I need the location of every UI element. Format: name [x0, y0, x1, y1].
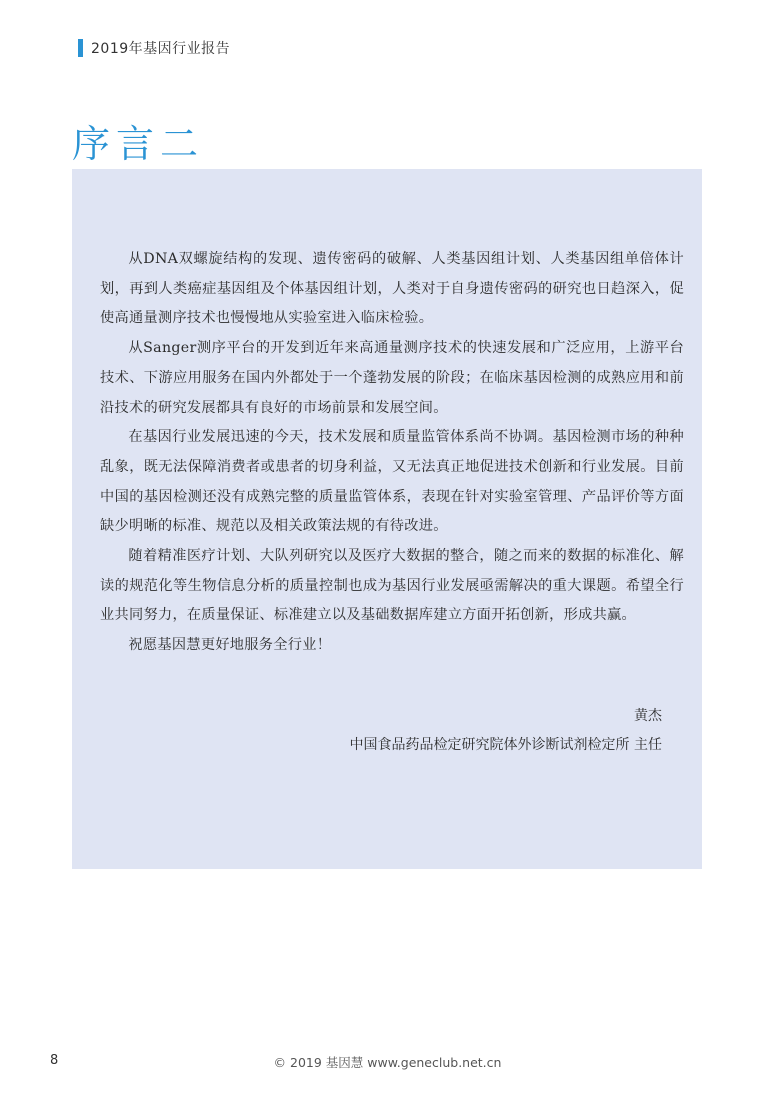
header-title: 2019年基因行业报告	[91, 41, 231, 57]
signature-title: 中国食品药品检定研究院体外诊断试剂检定所 主任	[349, 737, 662, 753]
page-header	[78, 38, 230, 58]
paragraph-2: 从Sanger测序平台的开发到近年来高通量测序技术的快速发展和广泛应用，上游平台技术、下游应用服务在国内外都处于一个蓬勃发展的阶段；在临床基因检测的成熟应用和前沿技术的研究发展都具有良好的市场前景和发展空间。	[100, 340, 684, 416]
header-accent-bar	[78, 39, 83, 57]
paragraph-3: 在基因行业发展迅速的今天，技术发展和质量监管体系尚不协调。基因检测市场的种种乱象，既无法保障消费者或患者的切身利益，又无法真正地促进技术创新和行业发展。目前中国的基因检测还没有成熟完整的质量监管体系，表现在针对实验室管理、产品评价等方面缺少明晰的标准、规范以及相关政策法规的有待改进。	[100, 429, 684, 535]
footer-copyright: © 2019 基因慧 www.geneclub.net.cn	[273, 1055, 502, 1070]
paragraph-4: 随着精准医疗计划、大队列研究以及医疗大数据的整合，随之而来的数据的标准化、解读的规范化等生物信息分析的质量控制也成为基因行业发展亟需解决的重大课题。希望全行业共同努力，在质量保证、标准建立以及基础数据库建立方面开拓创新，形成共赢。	[100, 548, 684, 624]
preface-body	[100, 245, 684, 661]
paragraph-1: 从DNA双螺旋结构的发现、遗传密码的破解、人类基因组计划、人类基因组单倍体计划，再到人类癌症基因组及个体基因组计划，人类对于自身遗传密码的研究也日趋深入，促使高通量测序技术也慢慢地从实验室进入临床检验。	[100, 251, 684, 327]
signature-block	[350, 702, 662, 760]
page-number: 8	[50, 1053, 59, 1068]
paragraph-5: 祝愿基因慧更好地服务全行业！	[128, 637, 332, 654]
section-title: 序言二	[72, 122, 205, 166]
signature-name: 黄杰	[634, 708, 662, 724]
